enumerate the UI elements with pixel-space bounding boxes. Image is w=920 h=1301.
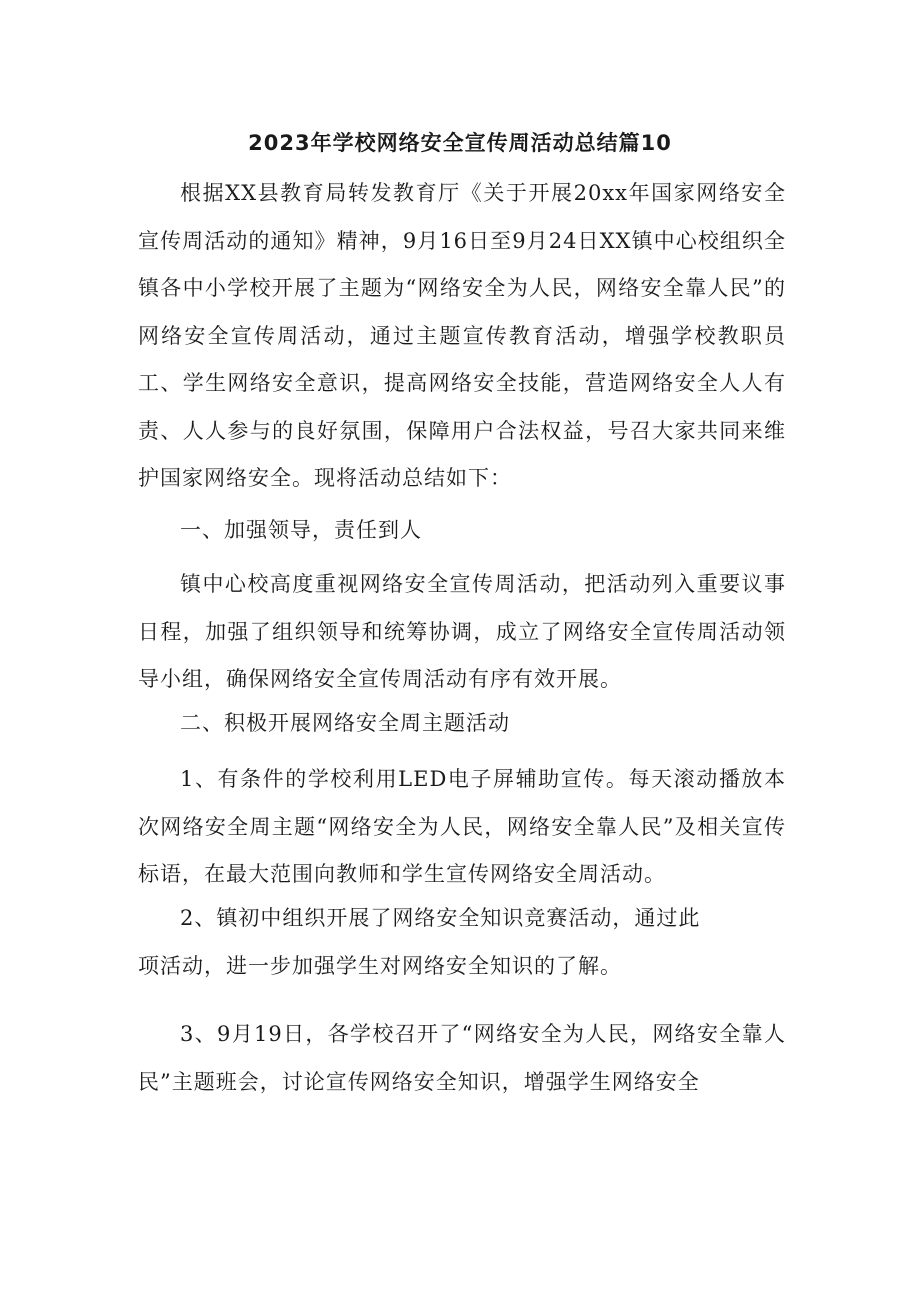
item-1-block — [138, 756, 786, 899]
item-3-block — [138, 1011, 786, 1106]
document-title: 2023年学校网络安全宣传周活动总结篇10 — [248, 131, 672, 155]
intro-paragraph-block — [138, 170, 786, 503]
section-2-heading-block — [138, 700, 786, 748]
item-1-paragraph: 1、有条件的学校利用LED电子屏辅助宣传。每天滚动播放本次网络安全周主题“网络安全为人民，网络安全靠人民”及相关宣传标语，在最大范围向教师和学生宣传网络安全周活动。 — [138, 767, 786, 886]
item-2-block — [138, 895, 786, 990]
intro-paragraph: 根据XX县教育局转发教育厅《关于开展20xx年国家网络安全宣传周活动的通知》精神，9月16日至9月24日XX镇中心校组织全镇各中小学校开展了主题为“网络安全为人民，网络安全靠人民”的网络安全宣传周活动，通过主题宣传教育活动，增强学校教职员工、学生网络安全意识，提高网络安全技能，营造网络安全人人有责、人人参与的良好氛围，保障用户合法权益，号召大家共同来维护国家网络安全。现将活动总结如下： — [138, 181, 786, 490]
section-1-heading-block — [138, 507, 786, 555]
section-1-body-block — [138, 561, 786, 704]
section-1-body: 镇中心校高度重视网络安全宣传周活动，把活动列入重要议事日程，加强了组织领导和统筹协调，成立了网络安全宣传周活动领导小组，确保网络安全宣传周活动有序有效开展。 — [138, 572, 786, 691]
item-2-line-2: 项活动，进一步加强学生对网络安全知识的了解。 — [138, 953, 622, 978]
section-1-heading: 一、加强领导，责任到人 — [180, 518, 422, 542]
section-2-heading: 二、积极开展网络安全周主题活动 — [180, 711, 510, 735]
item-3-paragraph: 3、9月19日，各学校召开了“网络安全为人民，网络安全靠人民”主题班会，讨论宣传网络安全知识，增强学生网络安全 — [138, 1022, 786, 1094]
item-2-line-1: 2、镇初中组织开展了网络安全知识竞赛活动，通过此 — [180, 906, 701, 930]
